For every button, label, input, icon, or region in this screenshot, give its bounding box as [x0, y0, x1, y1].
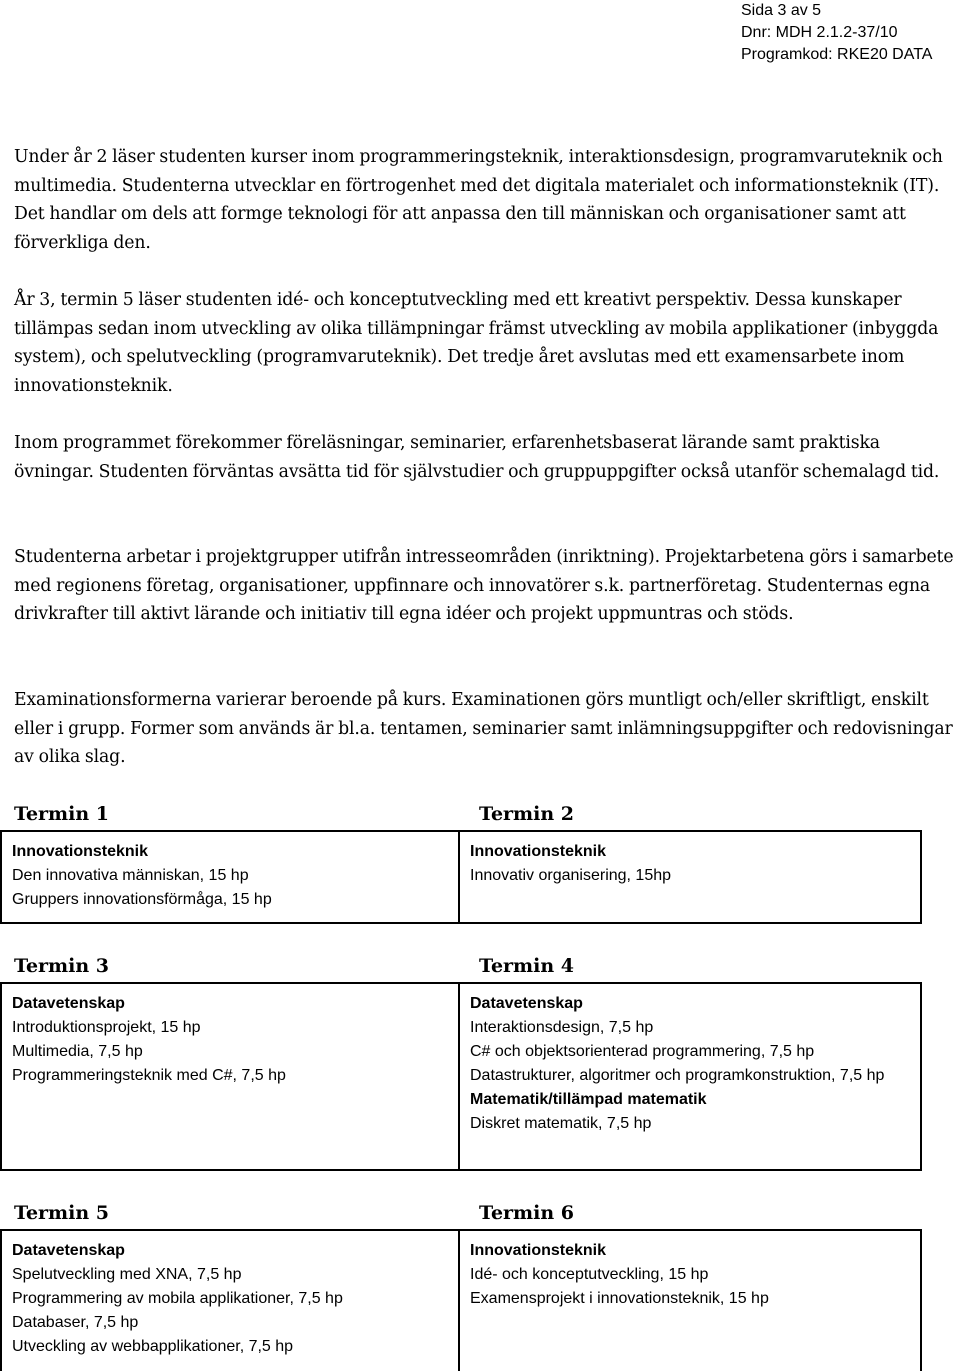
- subject-heading: Datavetenskap: [12, 995, 125, 1012]
- term-3-title: Termin 3: [14, 955, 110, 977]
- subject-heading: Matematik/tillämpad matematik: [470, 1091, 707, 1108]
- course-item: Diskret matematik, 7,5 hp: [470, 1115, 652, 1132]
- term-2-cell: [460, 832, 920, 922]
- document-number: Dnr: MDH 2.1.2-37/10: [741, 24, 898, 41]
- term-5-title: Termin 5: [14, 1202, 110, 1224]
- course-item: Utveckling av webbapplikationer, 7,5 hp: [12, 1338, 294, 1355]
- term-1-2-table: [0, 830, 922, 924]
- subject-heading: Innovationsteknik: [470, 1242, 607, 1259]
- subject-heading: Innovationsteknik: [12, 843, 149, 860]
- term-5-6-table: [0, 1229, 922, 1371]
- term-6-title: Termin 6: [479, 1202, 575, 1224]
- term-1-title: Termin 1: [14, 803, 110, 825]
- course-item: Spelutveckling med XNA, 7,5 hp: [12, 1266, 242, 1283]
- course-item: Introduktionsprojekt, 15 hp: [12, 1019, 201, 1036]
- course-item: Programmeringsteknik med C#, 7,5 hp: [12, 1067, 286, 1084]
- course-item: Datastrukturer, algoritmer och programkonstruktion, 7,5 hp: [470, 1067, 885, 1084]
- term-3-4-table: [0, 982, 922, 1171]
- page-number: Sida 3 av 5: [741, 2, 822, 19]
- course-item: Den innovativa människan, 15 hp: [12, 867, 249, 884]
- subject-heading: Datavetenskap: [12, 1242, 125, 1259]
- term-1-cell: [2, 832, 460, 922]
- term-2-title: Termin 2: [479, 803, 575, 825]
- course-item: Databaser, 7,5 hp: [12, 1314, 139, 1331]
- course-item: C# och objektsorienterad programmering, 7,5 hp: [470, 1043, 815, 1060]
- course-item: Multimedia, 7,5 hp: [12, 1043, 143, 1060]
- course-item: Examensprojekt i innovationsteknik, 15 hp: [470, 1290, 769, 1307]
- term-4-title: Termin 4: [479, 955, 575, 977]
- paragraph-year2: Under år 2 läser studenten kurser inom programmeringsteknik, interaktionsdesign, programvaruteknik och multimedia. Studenterna utvecklar en förtrogenhet med det digitala materialet och informationsteknik (IT). Det handlar om dels att formge teknologi för att anpassa den till människan och organisationer samt att förverkliga den.: [14, 147, 943, 253]
- program-code: Programkod: RKE20 DATA: [741, 46, 933, 63]
- paragraph-projects: Studenterna arbetar i projektgrupper utifrån intresseområden (inriktning). Projektarbetena görs i samarbete med regionens företag, organisationer, uppfinnare och innovatörer s.k. partnerföretag. Studenternas egna drivkrafter till aktivt lärande och initiativ till egna idéer och projekt uppmuntras och stöds.: [14, 547, 954, 625]
- paragraph-year3: År 3, termin 5 läser studenten idé- och konceptutveckling med ett kreativt perspektiv. Dessa kunskaper tillämpas sedan inom utveckling av olika tillämpningar främst utveckling av mobila applikationer (inbyggda system), och spelutveckling (programvaruteknik). Det tredje året avslutas med ett examensarbete inom innovationsteknik.: [14, 290, 939, 396]
- term-6-cell: [460, 1231, 920, 1371]
- course-item: Programmering av mobila applikationer, 7,5 hp: [12, 1290, 343, 1307]
- term-4-cell: [460, 984, 920, 1169]
- course-item: Idé- och konceptutveckling, 15 hp: [470, 1266, 709, 1283]
- term-5-cell: [2, 1231, 460, 1371]
- course-item: Innovativ organisering, 15hp: [470, 867, 672, 884]
- course-item: Gruppers innovationsförmåga, 15 hp: [12, 891, 272, 908]
- subject-heading: Innovationsteknik: [470, 843, 607, 860]
- subject-heading: Datavetenskap: [470, 995, 583, 1012]
- term-3-cell: [2, 984, 460, 1169]
- paragraph-teaching: Inom programmet förekommer föreläsningar, seminarier, erfarenhetsbaserat lärande samt praktiska övningar. Studenten förväntas avsätta tid för självstudier och gruppuppgifter också utanför schemalagd tid.: [14, 433, 940, 482]
- course-item: Interaktionsdesign, 7,5 hp: [470, 1019, 654, 1036]
- paragraph-examination: Examinationsformerna varierar beroende på kurs. Examinationen görs muntligt och/eller skriftligt, enskilt eller i grupp. Former som används är bl.a. tentamen, seminarier samt inlämningsuppgifter och redovisningar av olika slag.: [14, 690, 953, 768]
- page-header: [741, 0, 960, 66]
